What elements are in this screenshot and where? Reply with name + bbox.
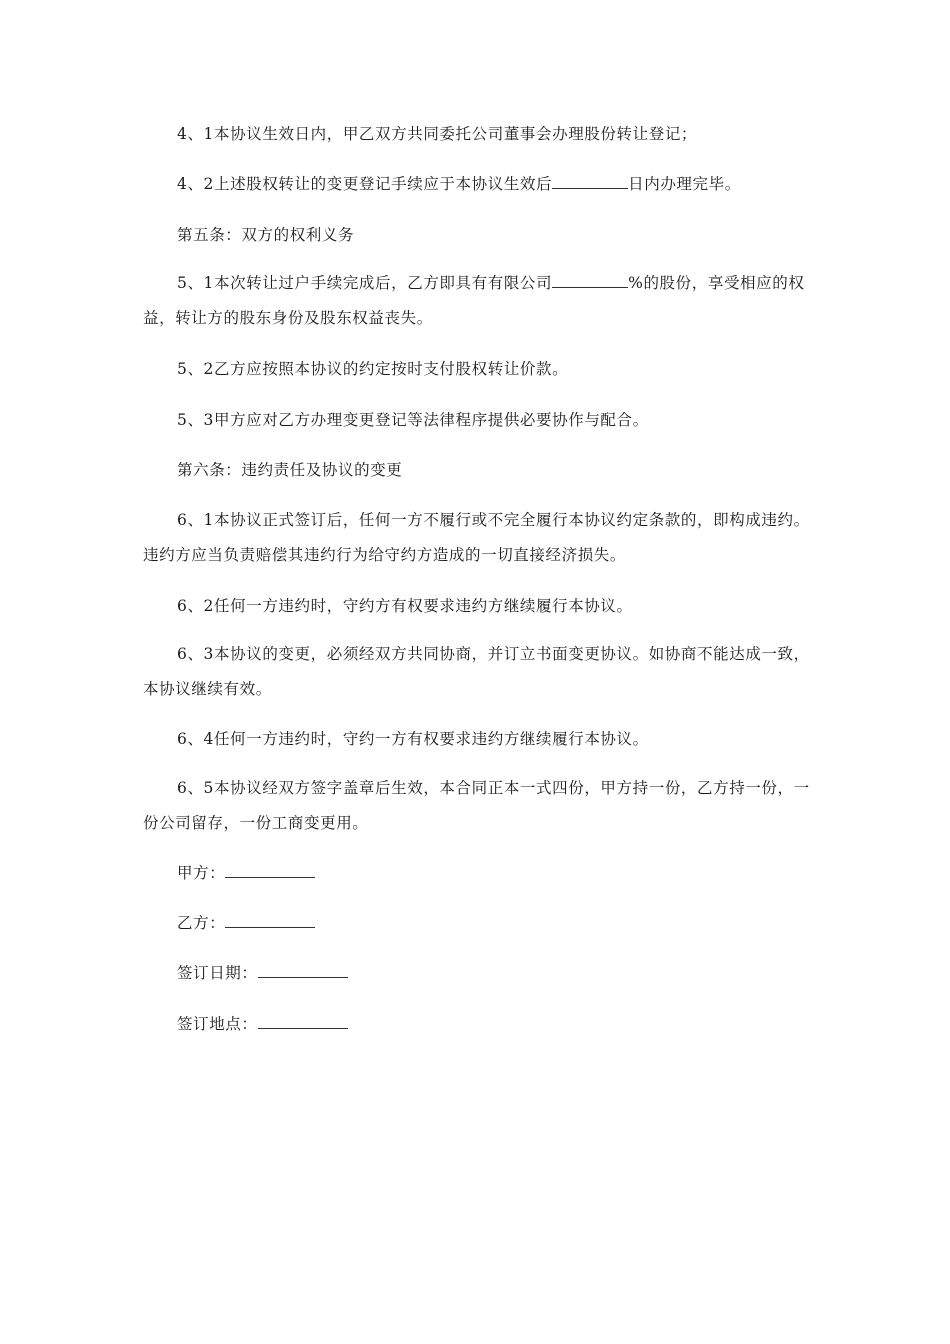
clause-6-2: 6、2任何一方违约时，守约方有权要求违约方继续履行本协议。: [177, 597, 633, 615]
article-5-title: 第五条：双方的权利义务: [177, 226, 355, 244]
clause-5-3: 5、3甲方应对乙方办理变更登记等法律程序提供必要协作与配合。: [177, 411, 649, 429]
share-percent-blank-field[interactable]: [552, 269, 628, 288]
sign-date-line: [177, 956, 348, 991]
party-a-blank-field[interactable]: [225, 859, 315, 878]
clause-4-2-text-before: 4、2上述股权转让的变更登记手续应于本协议生效后: [177, 175, 553, 193]
clause-5-1: [143, 266, 811, 336]
sign-place-blank-field[interactable]: [258, 1010, 348, 1029]
clause-6-4: 6、4任何一方违约时，守约一方有权要求违约方继续履行本协议。: [177, 730, 649, 748]
party-b-label: 乙方：: [177, 914, 226, 932]
sign-date-blank-field[interactable]: [258, 959, 348, 978]
clause-6-5: 6、5本协议经双方签字盖章后生效，本合同正本一式四份，甲方持一份，乙方持一份，一份公司留存，一份工商变更用。: [143, 779, 810, 832]
clause-5-1-text-before: 5、1本次转让过户手续完成后，乙方即具有有限公司: [177, 274, 553, 292]
clause-6-3: 6、3本协议的变更，必须经双方共同协商，并订立书面变更协议。如协商不能达成一致，本协议继续有效。: [143, 645, 810, 698]
sign-date-label: 签订日期：: [177, 964, 258, 982]
clause-4-1: 4、1本协议生效日内，甲乙双方共同委托公司董事会办理股份转让登记；: [177, 125, 698, 143]
clause-5-1-text-after: %的股份，享受相应的权益，转让方的股东身份及股东权益丧失。: [143, 274, 805, 327]
party-a-label: 甲方：: [177, 864, 226, 882]
party-a-signature: [177, 856, 315, 891]
clause-4-2: [177, 167, 741, 202]
party-b-signature: [177, 906, 315, 941]
article-6-title: 第六条：违约责任及协议的变更: [177, 461, 403, 479]
clause-5-2: 5、2乙方应按照本协议的约定按时支付股权转让价款。: [177, 360, 569, 378]
clause-4-2-text-after: 日内办理完毕。: [628, 175, 741, 193]
sign-place-label: 签订地点：: [177, 1015, 258, 1033]
days-blank-field[interactable]: [552, 170, 628, 189]
clause-6-1: 6、1本协议正式签订后，任何一方不履行或不完全履行本协议约定条款的，即构成违约。违约方应当负责赔偿其违约行为给守约方造成的一切直接经济损失。: [143, 511, 810, 564]
party-b-blank-field[interactable]: [225, 909, 315, 928]
sign-place-line: [177, 1007, 348, 1042]
